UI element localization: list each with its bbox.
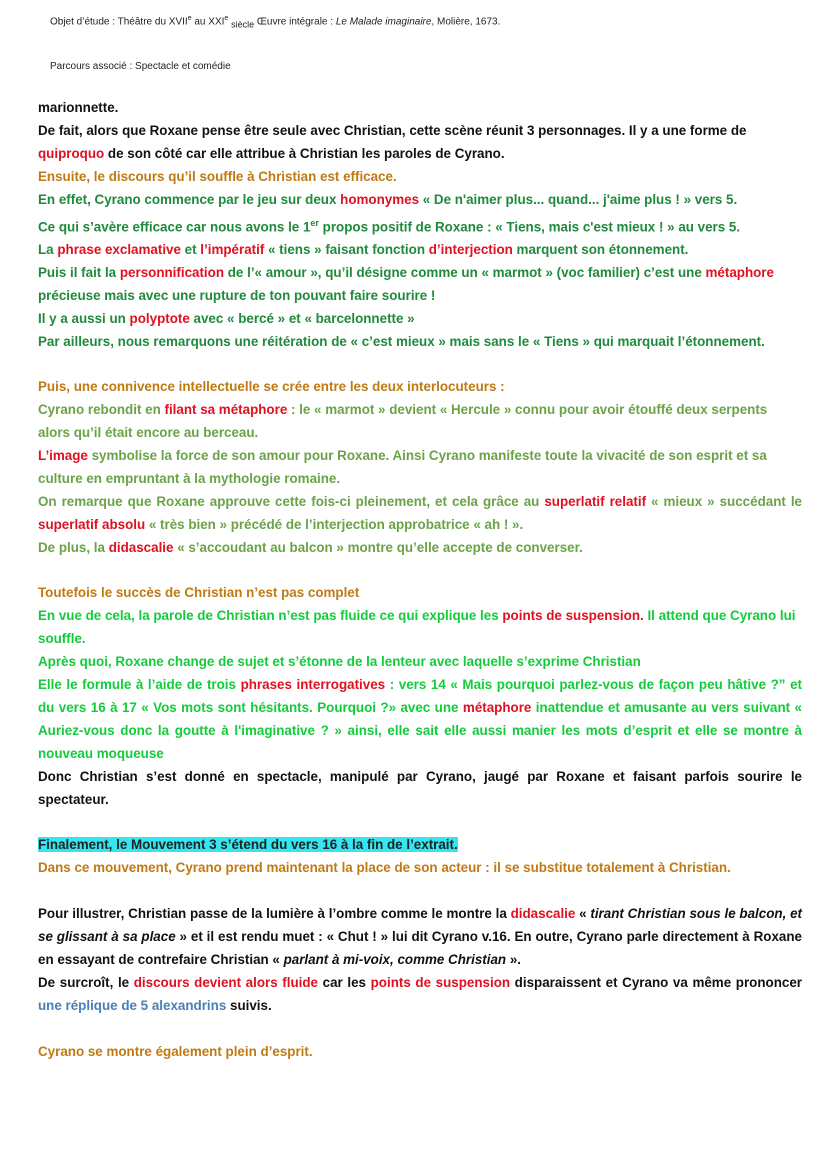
paragraph: [38, 903, 802, 972]
paragraph: [38, 239, 802, 262]
term-metaphore: métaphore: [705, 264, 774, 280]
text: de son côté car elle attribue à Christian les paroles de Cyrano.: [104, 145, 505, 161]
text-sup: er: [310, 217, 319, 228]
term-image: L’image: [38, 448, 88, 464]
paragraph: [38, 537, 802, 560]
term-filant-metaphore: filant sa métaphore: [164, 402, 288, 418]
term-superlatif-relatif: superlatif relatif: [544, 493, 647, 509]
paragraph: [38, 445, 802, 491]
text: « De n'aimer plus... quand... j'aime plus ! » vers 5.: [419, 191, 738, 207]
term-quiproquo: quiproquo: [38, 145, 105, 161]
paragraph-heading: Toutefois le succès de Christian n’est pas complet: [38, 585, 360, 601]
parcours-line: Parcours associé : Spectacle et comédie: [50, 61, 231, 72]
text: avec « bercé » et « barcelonnette »: [189, 310, 415, 326]
text: Ce qui s’avère efficace car nous avons le 1: [38, 219, 311, 234]
paragraph: [38, 212, 802, 239]
text: ».: [506, 951, 521, 967]
header-siecle: siècle: [231, 19, 255, 30]
paragraph: [38, 674, 802, 766]
paragraph: [38, 399, 802, 445]
term-discours-fluide: discours devient alors fluide: [133, 974, 319, 990]
paragraph: Après quoi, Roxane change de sujet et s’étonne de la lenteur avec laquelle s’exprime Christian: [38, 654, 641, 670]
paragraph: [38, 605, 802, 651]
text: » et il est rendu muet : « Chut ! » lui dit Cyrano v.16. En outre, Cyrano parle directement à Roxane en essayant de contrefaire Christian «: [38, 929, 802, 967]
text: précieuse mais avec une rupture de ton pouvant faire sourire !: [38, 287, 436, 303]
text: En vue de cela, la parole de Christian n’est pas fluide ce qui explique les: [38, 608, 503, 624]
paragraph-heading: [38, 834, 802, 857]
term-personnification: personnification: [119, 264, 225, 280]
term-phrases-interrogatives: phrases interrogatives: [240, 677, 386, 693]
header-sup: e: [224, 15, 229, 22]
text: De surcroît, le: [38, 974, 134, 990]
text: inattendue et amusante au vers suivant « Auriez-vous donc la goutte à l'imaginative ? » ainsi, elle sait elle aussi manier les mots d’esprit et elle se montre à nouveau moqueuse: [38, 700, 802, 761]
term-imperatif: l’impératif: [200, 241, 265, 257]
text: Cyrano se montre également plein d’esprit.: [38, 1043, 313, 1059]
paragraph: [38, 120, 802, 166]
text: La: [38, 241, 58, 257]
header-sup: e: [187, 15, 192, 22]
paragraph: Par ailleurs, nous remarquons une réitération de « c’est mieux » mais sans le « Tiens » qui marquait l’étonnement.: [38, 333, 765, 349]
paragraph-heading: Puis, une connivence intellectuelle se crée entre les deux interlocuteurs :: [38, 379, 505, 395]
term-replique-alexandrins: une réplique de 5 alexandrins: [38, 997, 227, 1013]
term-phrase-exclamative: phrase exclamative: [57, 241, 181, 257]
header-text: , Molière, 1673.: [431, 16, 501, 28]
text: Cyrano rebondit en: [38, 402, 165, 418]
document-body: [38, 97, 802, 1063]
text: « mieux » succédant le: [646, 493, 802, 509]
text: disparaissent et Cyrano va même prononcer: [510, 974, 802, 990]
header-text: Objet d’étude : Théâtre du XVII: [50, 16, 188, 28]
paragraph: marionnette.: [38, 100, 119, 115]
term-interjection: d’interjection: [428, 241, 513, 257]
text: propos positif de Roxane : « Tiens, mais c'est mieux ! » au vers 5.: [318, 219, 741, 234]
paragraph: [38, 491, 802, 537]
text: de l’« amour », qu’il désigne comme un « marmot » (voc familier) c’est une: [224, 264, 706, 280]
text: En effet, Cyrano commence par le jeu sur deux: [38, 191, 341, 207]
term-points-suspension: points de suspension.: [502, 608, 644, 624]
text: « s’accoudant au balcon » montre qu’elle accepte de converser.: [173, 539, 583, 555]
text: « très bien » précédé de l’interjection approbatrice « ah ! ».: [145, 516, 524, 532]
text: Elle le formule à l’aide de trois: [38, 677, 241, 693]
paragraph: Donc Christian s’est donné en spectacle, manipulé par Cyrano, jaugé par Roxane et faisant parfois sourire le spectateur.: [38, 768, 802, 807]
text: On remarque que Roxane approuve cette fois-ci pleinement, et cela grâce au: [38, 493, 545, 509]
paragraph: [38, 972, 802, 1018]
paragraph: Dans ce mouvement, Cyrano prend maintenant la place de son acteur : il se substitue totalement à Christian.: [38, 860, 731, 876]
text: «: [575, 906, 591, 922]
text: « tiens » faisant fonction: [264, 241, 429, 257]
text: et: [180, 241, 201, 257]
quote-italic: tirant Christian sous le balcon, et se glissant à sa place: [38, 906, 802, 945]
text: : vers 14 « Mais pourquoi parlez-vous de façon peu hâtive ?” et du vers 16 à 17 « Vos mots sont hésitants. Pourquoi ?» avec une: [38, 677, 802, 715]
term-didascalie: didascalie: [108, 539, 174, 555]
paragraph: [38, 308, 802, 331]
header-text: Œuvre intégrale :: [254, 16, 336, 28]
header-line: [50, 15, 500, 29]
highlighted-heading: Finalement, le Mouvement 3 s’étend du vers 16 à la fin de l’extrait.: [38, 837, 458, 853]
paragraph-heading: Ensuite, le discours qu’il souffle à Christian est efficace.: [38, 168, 397, 184]
text: suivis.: [226, 997, 272, 1013]
term-homonymes: homonymes: [340, 191, 420, 207]
text: De plus, la: [38, 539, 109, 555]
term-metaphore: métaphore: [462, 700, 532, 715]
text: De fait, alors que Roxane pense être seule avec Christian, cette scène réunit 3 personnages. Il y a une forme de: [38, 122, 747, 138]
text: marquent son étonnement.: [512, 241, 689, 257]
header-work-title: Le Malade imaginaire: [335, 16, 432, 28]
text: symbolise la force de son amour pour Roxane. Ainsi Cyrano manifeste toute la vivacité de son esprit et sa culture en empruntant à la mythologie romaine.: [38, 448, 767, 486]
term-points-suspension: points de suspension: [370, 974, 511, 990]
paragraph: [38, 262, 802, 308]
header-text: au XXI: [191, 16, 225, 28]
text: : le « marmot » devient « Hercule » connu pour avoir étouffé deux serpents alors qu’il était encore au berceau.: [38, 402, 768, 441]
quote-italic: parlant à mi-voix, comme Christian: [283, 951, 507, 967]
text: Pour illustrer, Christian passe de la lumière à l’ombre comme le montre la: [38, 906, 511, 922]
paragraph: [38, 189, 802, 212]
text: car les: [318, 974, 371, 990]
term-polyptote: polyptote: [129, 310, 190, 326]
term-superlatif-absolu: superlatif absolu: [38, 516, 146, 532]
text: Puis il fait la: [38, 264, 120, 280]
term-didascalie: didascalie: [510, 906, 576, 922]
text: Il y a aussi un: [38, 310, 130, 326]
text: Il attend que Cyrano lui souffle.: [38, 608, 796, 647]
paragraph-heading: [38, 1041, 802, 1064]
